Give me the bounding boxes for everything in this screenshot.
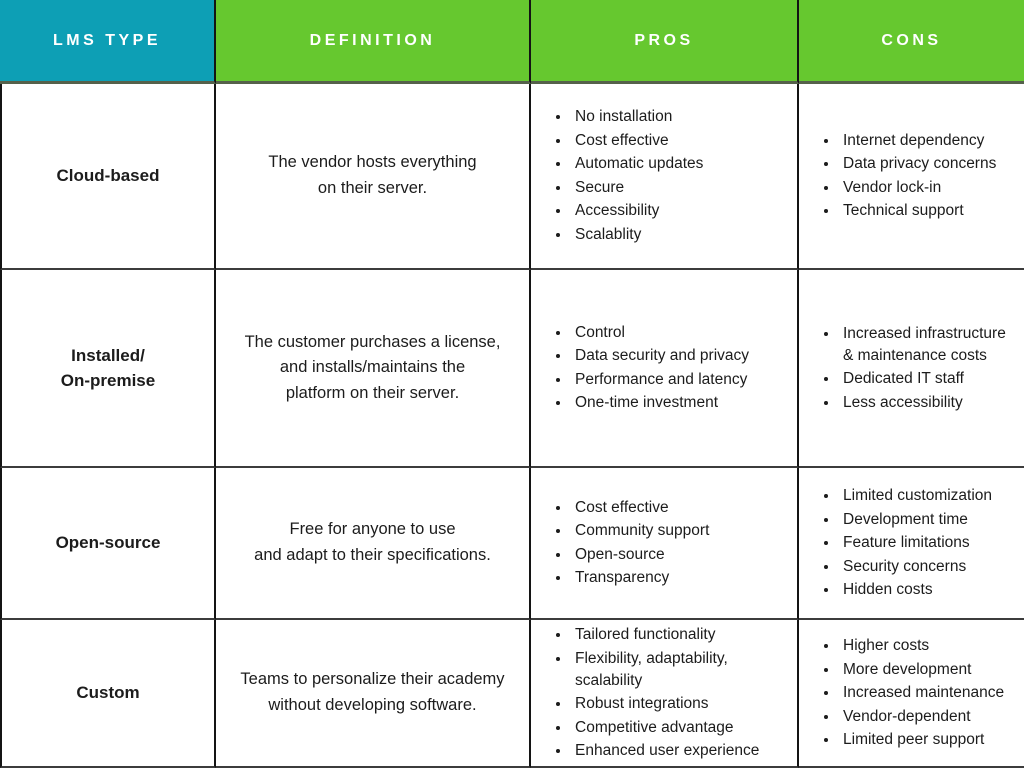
cons-cell-custom (799, 620, 1024, 768)
definition-cell-cloud-based (216, 84, 531, 270)
type-label: Open-source (55, 533, 161, 553)
definition-line: Teams to personalize their academy (240, 670, 505, 689)
definition-line: The customer purchases a license, (244, 332, 501, 351)
pros-item: • Automatic updates (571, 153, 793, 175)
type-cell-installed (0, 270, 216, 468)
cons-list (811, 128, 1020, 224)
cons-item: • Less accessibility (839, 392, 1020, 414)
pros-cell-cloud-based (531, 84, 799, 270)
definition-line: on their server. (317, 179, 428, 197)
cons-cell-open-source (799, 468, 1024, 620)
definition-line: Free for anyone to use (289, 520, 456, 539)
definition-cell-installed (216, 270, 531, 468)
type-cell-open-source (0, 468, 216, 620)
pros-item: • Enhanced user experience (571, 740, 793, 762)
pros-list (543, 105, 793, 248)
header-label-lms-type: LMS TYPE (52, 31, 161, 49)
pros-item: • Community support (571, 520, 793, 542)
pros-item: • Robust integrations (571, 693, 793, 715)
definition-line: and adapt to their specifications. (254, 546, 491, 564)
header-label-pros: PROS (634, 31, 694, 49)
header-cell-lms-type (0, 0, 216, 84)
pros-cell-installed (531, 270, 799, 468)
cons-item: • Data privacy concerns (839, 153, 1020, 175)
cons-list (811, 484, 1020, 603)
cons-item: • Increased maintenance (839, 682, 1020, 704)
type-label: Cloud-based (56, 166, 160, 186)
cons-list (811, 321, 1020, 415)
type-label: On-premise (60, 371, 156, 390)
pros-item: • Secure (571, 177, 793, 199)
type-cell-cloud-based (0, 84, 216, 270)
pros-item: • Flexibility, adaptability, scalability (571, 648, 793, 692)
cons-item: • Dedicated IT staff (839, 368, 1020, 390)
pros-item: • Cost effective (571, 497, 793, 519)
cons-cell-cloud-based (799, 84, 1024, 270)
definition-line: platform on their server. (285, 383, 460, 402)
cons-item: • Higher costs (839, 635, 1020, 657)
pros-item: • One-time investment (571, 392, 793, 414)
cons-item: • Vendor lock-in (839, 177, 1020, 199)
pros-item: • Competitive advantage (571, 717, 793, 739)
type-label: Custom (76, 683, 140, 703)
pros-item: • Scalablity (571, 224, 793, 246)
cons-list (811, 634, 1020, 753)
definition-line: and installs/maintains the (279, 358, 466, 377)
cons-item: • Increased infrastructure & maintenance costs (839, 323, 1020, 367)
pros-cell-custom (531, 620, 799, 768)
pros-item: • Data security and privacy (571, 345, 793, 367)
definition-line: The vendor hosts everything (268, 153, 477, 172)
cons-item: • Limited customization (839, 485, 1020, 507)
pros-list (543, 320, 793, 416)
header-label-cons: CONS (881, 31, 942, 49)
type-label: Installed/ (71, 345, 145, 365)
definition-cell-open-source (216, 468, 531, 620)
cons-item: • More development (839, 659, 1020, 681)
cons-item: • Feature limitations (839, 532, 1020, 554)
cons-item: • Development time (839, 509, 1020, 531)
cons-item: • Vendor-dependent (839, 706, 1020, 728)
type-cell-custom (0, 620, 216, 768)
pros-item: • Cost effective (571, 130, 793, 152)
definition-cell-custom (216, 620, 531, 768)
pros-item: • Accessibility (571, 200, 793, 222)
pros-item: • No installation (571, 106, 793, 128)
cons-item: • Security concerns (839, 556, 1020, 578)
cons-item: • Limited peer support (839, 729, 1020, 751)
header-cell-definition (216, 0, 531, 84)
header-label-definition: DEFINITION (309, 31, 436, 49)
cons-item: • Technical support (839, 200, 1020, 222)
pros-item: • Control (571, 322, 793, 344)
pros-item: • Open-source (571, 544, 793, 566)
pros-list (543, 495, 793, 591)
pros-list (543, 623, 793, 764)
header-cell-pros (531, 0, 799, 84)
cons-item: • Hidden costs (839, 579, 1020, 601)
cons-item: • Internet dependency (839, 130, 1020, 152)
definition-line: without developing software. (268, 696, 477, 714)
cons-cell-installed (799, 270, 1024, 468)
header-cell-cons (799, 0, 1024, 84)
pros-item: • Performance and latency (571, 369, 793, 391)
pros-item: • Transparency (571, 567, 793, 589)
pros-cell-open-source (531, 468, 799, 620)
pros-item: • Tailored functionality (571, 624, 793, 646)
